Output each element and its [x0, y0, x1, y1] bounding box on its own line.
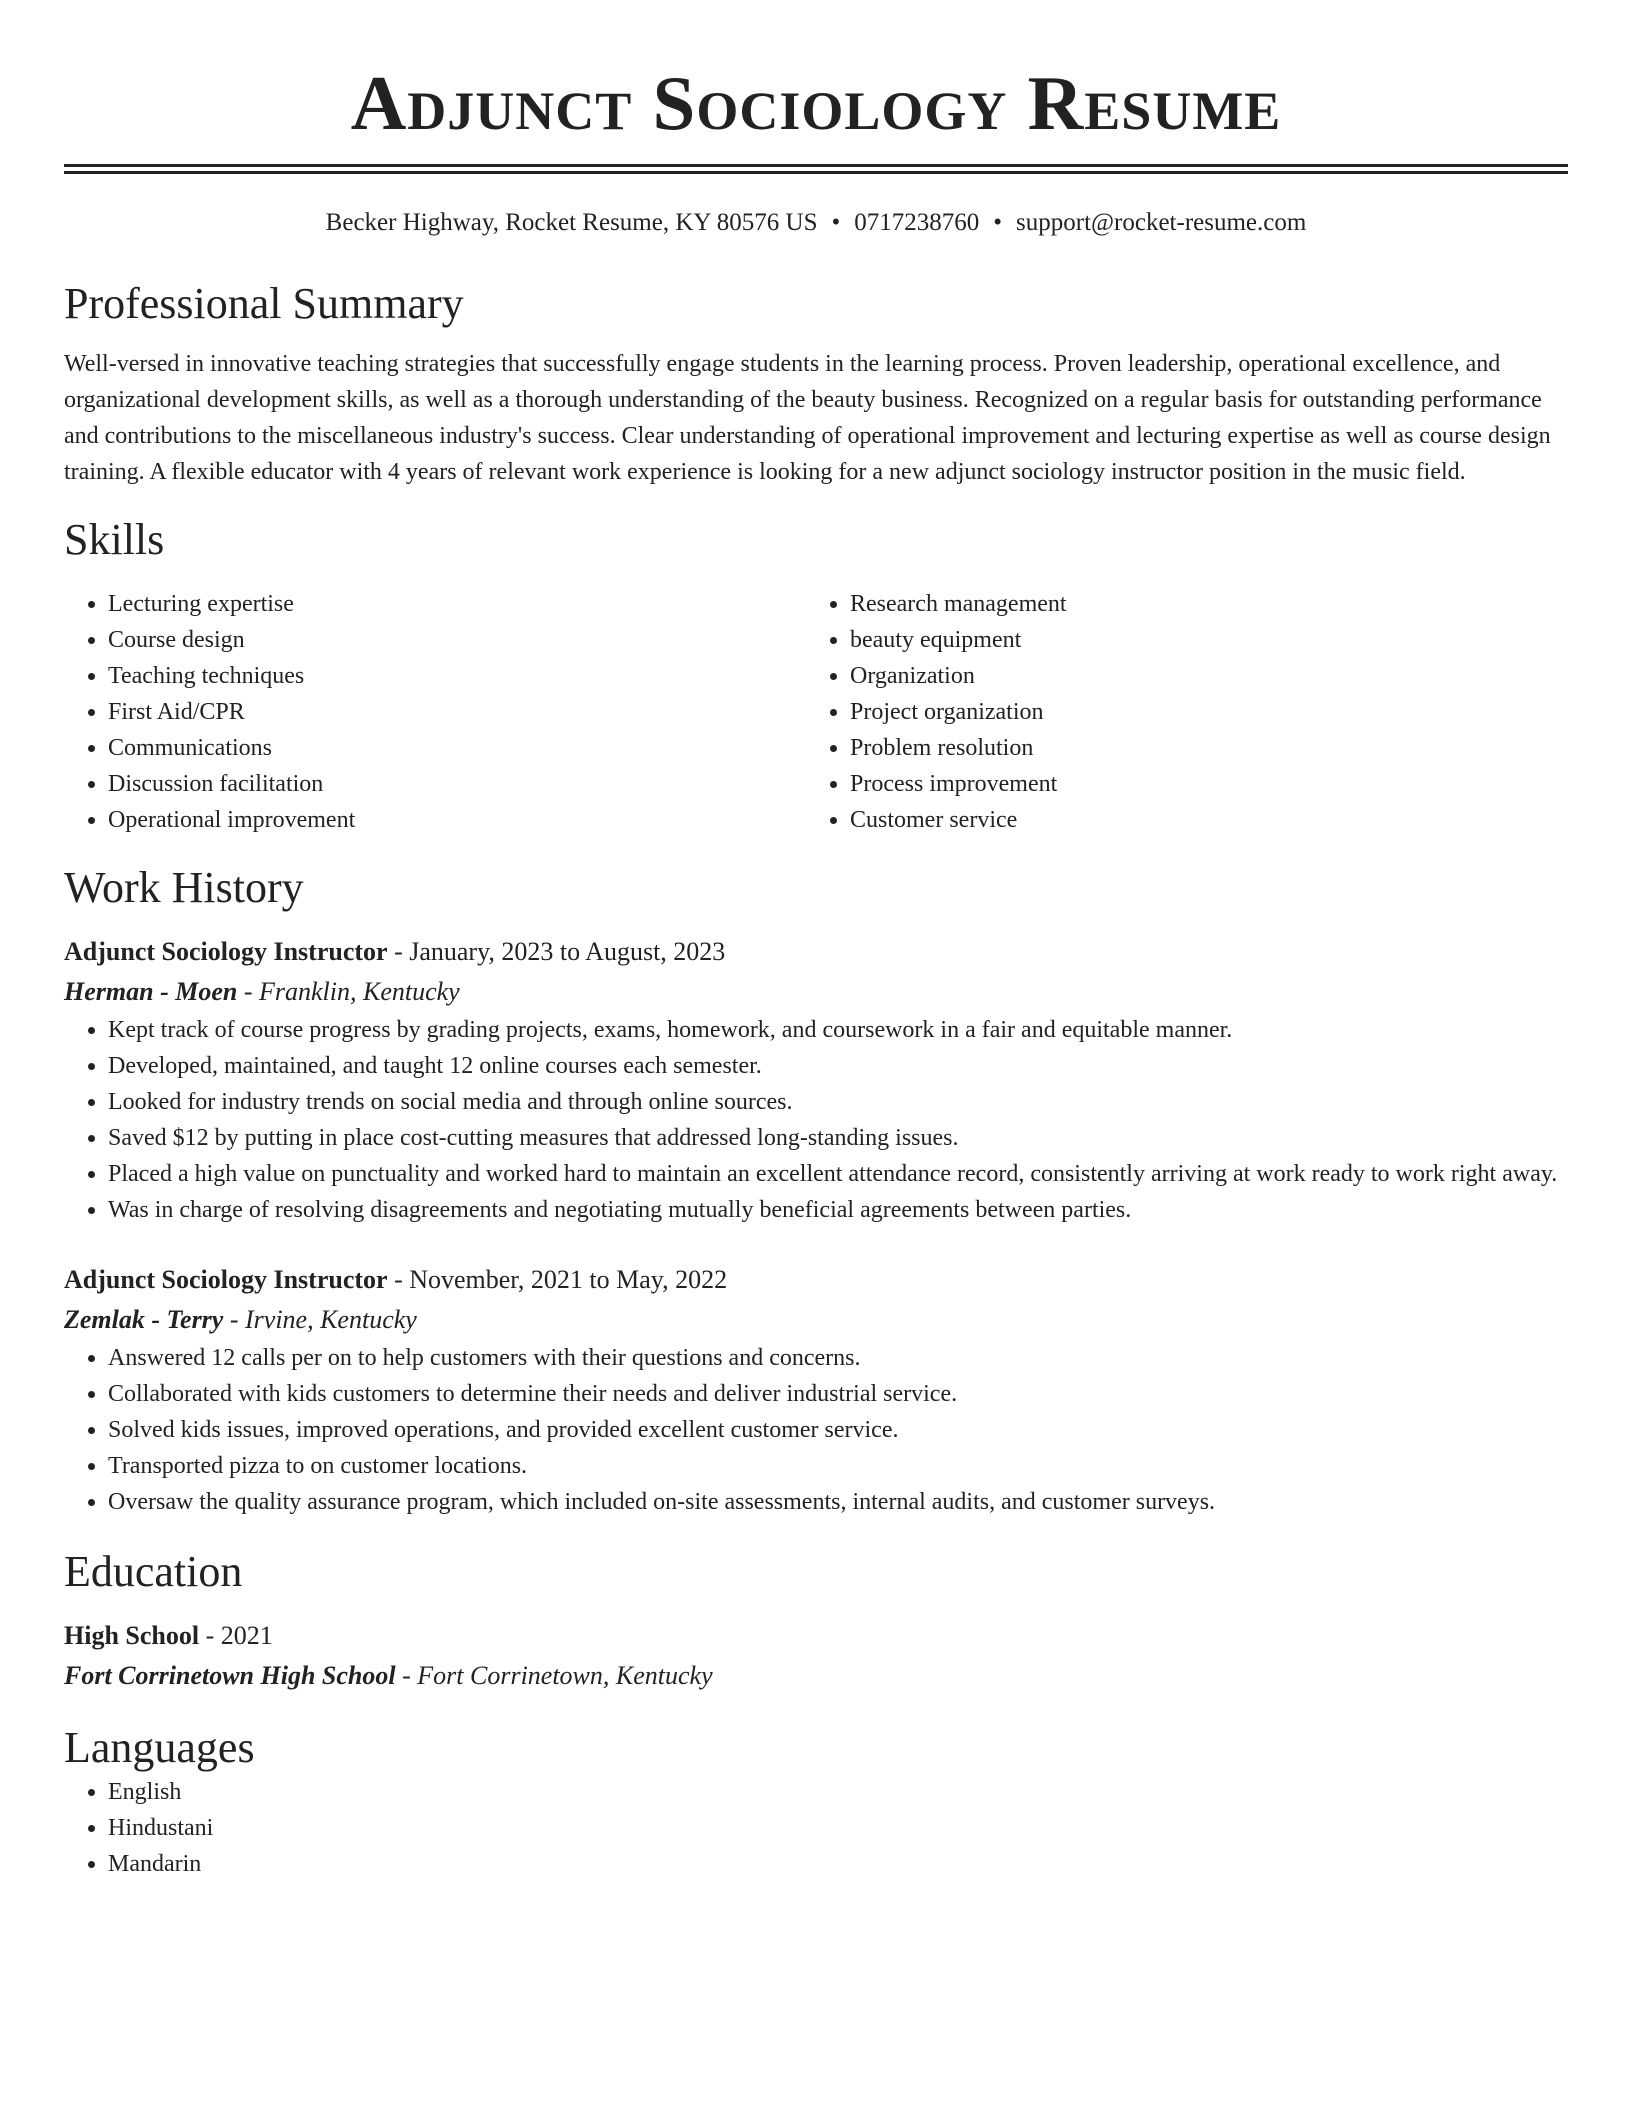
job-company: Zemlak - Terry: [64, 1305, 224, 1334]
job-entry: [64, 932, 1568, 1228]
job-bullet: • Placed a high value on punctuality and worked hard to maintain an excellent attendance record, consistently arriving at work ready to work right away.: [108, 1156, 1568, 1192]
job-dates: - November, 2021 to May, 2022: [394, 1265, 728, 1294]
work-history-heading: Work History: [64, 863, 304, 912]
job-bullet: • Answered 12 calls per on to help customers with their questions and concerns.: [108, 1340, 1568, 1376]
languages-list: [64, 1774, 1568, 1882]
job-bullet: • Transported pizza to on customer locations.: [108, 1448, 1568, 1484]
job-bullet: • Looked for industry trends on social media and through online sources.: [108, 1084, 1568, 1120]
skill-item: • Process improvement: [850, 766, 1548, 802]
summary-text: Well-versed in innovative teaching strategies that successfully engage students in the learning process. Proven leadership, operational excellence, and organizational development skills, as well as a thorough understanding of the beauty business. Recognized on a regular basis for outstanding performance and contributions to the miscellaneous industry's success. Clear understanding of operational improvement and lecturing expertise as well as course design training. A flexible educator with 4 years of relevant work experience is looking for a new adjunct sociology instructor position in the music field.: [64, 351, 1551, 485]
job-bullet: • Saved $12 by putting in place cost-cutting measures that addressed long-standing issues.: [108, 1120, 1568, 1156]
skill-item: • Teaching techniques: [108, 658, 806, 694]
skill-item: • Communications: [108, 730, 806, 766]
job-title: Adjunct Sociology Instructor: [64, 937, 388, 966]
skill-item: • Customer service: [850, 802, 1548, 838]
education-degree: High School: [64, 1621, 200, 1650]
job-company: Herman - Moen: [64, 977, 238, 1006]
job-entry: [64, 1260, 1568, 1520]
job-location: - Franklin, Kentucky: [243, 977, 460, 1006]
resume-title: Adjunct Sociology Resume: [350, 60, 1282, 146]
skill-item: • Project organization: [850, 694, 1548, 730]
education-degree-line: [64, 1616, 1568, 1656]
title-divider: [64, 164, 1568, 174]
education-location: - Fort Corrinetown, Kentucky: [402, 1661, 713, 1690]
contact-phone: 0717238760: [854, 209, 980, 236]
job-company-line: [64, 972, 1568, 1012]
skill-item: • First Aid/CPR: [108, 694, 806, 730]
job-title: Adjunct Sociology Instructor: [64, 1265, 388, 1294]
skills-column-left: [64, 586, 806, 838]
education-school: Fort Corrinetown High School: [64, 1661, 396, 1690]
job-dates: - January, 2023 to August, 2023: [394, 937, 726, 966]
skill-item: • beauty equipment: [850, 622, 1548, 658]
skill-item: • Problem resolution: [850, 730, 1548, 766]
job-bullet: • Kept track of course progress by grading projects, exams, homework, and coursework in a fair and equitable manner.: [108, 1012, 1568, 1048]
job-location: - Irvine, Kentucky: [229, 1305, 417, 1334]
contact-separator: •: [831, 209, 841, 236]
skill-item: • Discussion facilitation: [108, 766, 806, 802]
skills-list: [64, 586, 1568, 838]
skills-heading: Skills: [64, 515, 165, 564]
contact-separator: •: [993, 209, 1003, 236]
language-item: • English: [108, 1774, 1568, 1810]
job-company-line: [64, 1300, 1568, 1340]
resume-page: [64, 0, 1568, 1882]
job-title-line: [64, 932, 1568, 972]
job-bullets: [64, 1340, 1568, 1520]
skill-item: • Course design: [108, 622, 806, 658]
languages-heading: Languages: [64, 1723, 255, 1772]
education-heading: Education: [64, 1547, 243, 1596]
contact-address: Becker Highway, Rocket Resume, KY 80576 US: [325, 209, 818, 236]
language-item: • Hindustani: [108, 1810, 1568, 1846]
job-bullet: • Collaborated with kids customers to determine their needs and deliver industrial service.: [108, 1376, 1568, 1412]
skill-item: • Operational improvement: [108, 802, 806, 838]
job-bullet: • Oversaw the quality assurance program, which included on-site assessments, internal audits, and customer surveys.: [108, 1484, 1568, 1520]
skill-item: • Lecturing expertise: [108, 586, 806, 622]
summary-heading: Professional Summary: [64, 279, 464, 328]
job-bullets: [64, 1012, 1568, 1228]
job-bullet: • Solved kids issues, improved operations, and provided excellent customer service.: [108, 1412, 1568, 1448]
contact-line: [64, 206, 1568, 240]
contact-email: support@rocket-resume.com: [1016, 209, 1307, 236]
job-title-line: [64, 1260, 1568, 1300]
education-year: - 2021: [205, 1621, 273, 1650]
job-bullet: • Developed, maintained, and taught 12 online courses each semester.: [108, 1048, 1568, 1084]
language-item: • Mandarin: [108, 1846, 1568, 1882]
skills-column-right: [806, 586, 1548, 838]
job-bullet: • Was in charge of resolving disagreements and negotiating mutually beneficial agreements between parties.: [108, 1192, 1568, 1228]
skill-item: • Organization: [850, 658, 1548, 694]
skill-item: • Research management: [850, 586, 1548, 622]
education-school-line: [64, 1656, 1568, 1696]
